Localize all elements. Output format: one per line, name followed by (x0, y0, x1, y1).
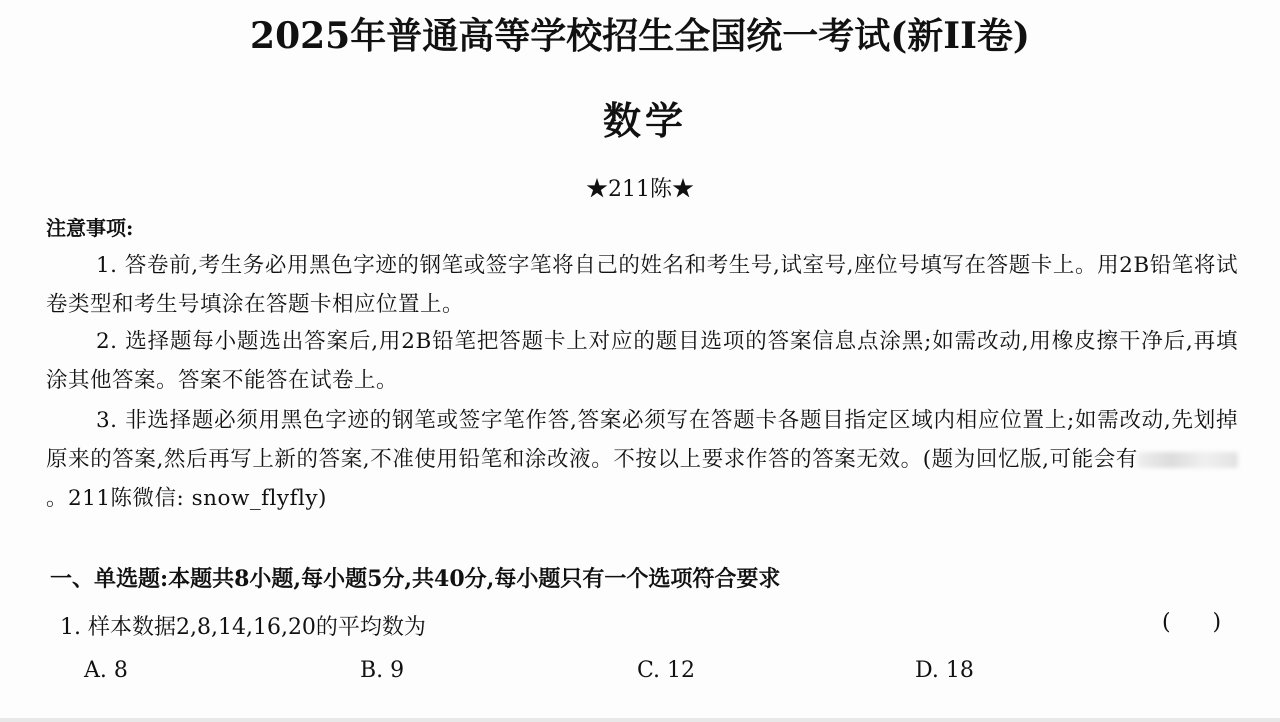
notes-item-2: 2. 选择题每小题选出答案后,用2B铅笔把答题卡上对应的题目选项的答案信息点涂黑;如需改动,用橡皮擦干净后,再填涂其他答案。答案不能答在试卷上。 (46, 329, 1238, 393)
author-badge: ★211陈★ (586, 177, 694, 202)
question-1-option-b[interactable]: B. 9 (360, 658, 405, 683)
question-1-option-a[interactable]: A. 8 (84, 658, 128, 683)
notes-item-3-text: 3. 非选择题必须用黑色字迹的钢笔或签字笔作答,答案必须写在答题卡各题目指定区域内相应位置上;如需改动,先划掉原来的答案,然后再写上新的答案,不准使用铅笔和涂改液。不按以上要求作答的答案无效。(题为回忆版,可能会有 (46, 408, 1238, 472)
exam-title: 2025年普通高等学校招生全国统一考试(新II卷) (250, 15, 1030, 57)
question-1-option-c[interactable]: C. 12 (637, 658, 696, 683)
notes-item-3 (46, 401, 1238, 518)
blurred-redaction (1138, 452, 1238, 468)
question-1-option-d[interactable]: D. 18 (915, 658, 974, 683)
question-1-answer-bracket: ( ) (1162, 610, 1222, 635)
subject-title: 数学 (602, 98, 687, 143)
section-heading-single-choice: 一、单选题:本题共8小题,每小题5分,共40分,每小题只有一个选项符合要求 (50, 566, 781, 592)
question-1-stem: 1. 样本数据2,8,14,16,20的平均数为 (60, 615, 426, 640)
page-bottom-edge (0, 718, 1280, 722)
notes-heading: 注意事项: (46, 216, 134, 240)
notes-item-1: 1. 答卷前,考生务必用黑色字迹的钢笔或签字笔将自己的姓名和考生号,试室号,座位号填写在答题卡上。用2B铅笔将试卷类型和考生号填涂在答题卡相应位置上。 (46, 253, 1238, 317)
notes-item-3-contact: 。211陈微信: snow_flyfly) (46, 486, 327, 511)
